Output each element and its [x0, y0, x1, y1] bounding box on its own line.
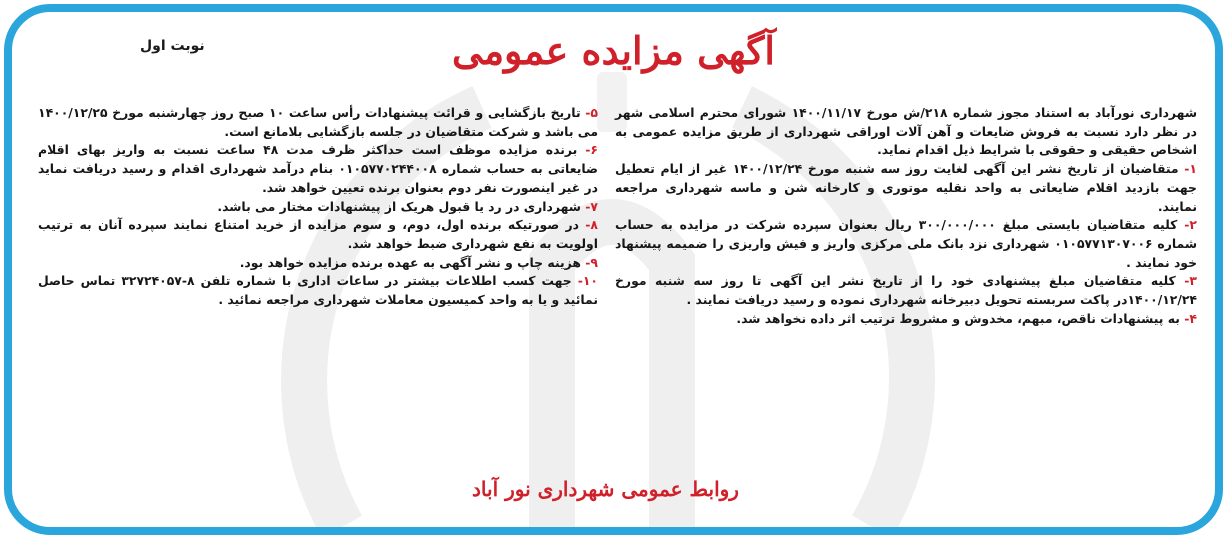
left-column: [38, 104, 598, 310]
item-number: ۴-: [1184, 310, 1197, 326]
list-item: [615, 160, 1197, 216]
list-item: [38, 216, 598, 253]
signature: روابط عمومی شهرداری نور آباد: [472, 477, 739, 501]
list-item: [38, 141, 598, 197]
right-column: [615, 104, 1197, 328]
item-number: ۹-: [585, 254, 598, 270]
item-number: ۲-: [1184, 217, 1197, 233]
item-text: برنده مزایده موظف است حداکثر ظرف مدت ۴۸ ساعت نسبت به واریز بهای اقلام ضایعاتی به حساب شماره ۰۱۰۵۷۷۰۲۴۴۰۰۸ بنام درآمد شهرداری اقدام و رسید دریافت نماید در غیر اینصورت نفر دوم بعنوان برنده تعیین خواهد شد.: [38, 142, 598, 195]
list-item: [38, 272, 598, 309]
item-number: ۱۰-: [577, 273, 598, 289]
round-label: نوبت اول: [140, 38, 205, 54]
item-text: متقاضیان از تاریخ نشر این آگهی لغایت روز سه شنبه مورخ ۱۴۰۰/۱۲/۲۴ غیر از ایام تعطیل جهت بازدید اقلام ضایعاتی به واحد نقلیه موتوری و کارخانه شن و ماسه شهرداری مراجعه نمایند.: [615, 161, 1197, 214]
item-text: هزینه چاپ و نشر آگهی به عهده برنده مزایده خواهد بود.: [239, 254, 586, 270]
item-number: ۳-: [1184, 273, 1197, 289]
list-item: [38, 104, 598, 141]
page-title: آگهی مزایده عمومی: [452, 28, 775, 73]
notice-frame: [4, 4, 1223, 535]
item-text: شهرداری در رد یا قبول هریک از پیشنهادات مختار می باشد.: [217, 198, 586, 214]
list-item: [38, 198, 598, 217]
item-number: ۸-: [585, 217, 598, 233]
item-text: در صورتیکه برنده اول، دوم، و سوم مزایده از خرید امتناع نمایند سپرده آنان به ترتیب اولویت به نفع شهرداری ضبط خواهد شد.: [38, 217, 598, 251]
item-text: کلیه متقاضیان مبلغ پیشنهادی خود را از تاریخ نشر این آگهی تا روز سه شنبه مورخ ۱۴۰۰/۱۲/۲۴در پاکت سربسته تحویل دبیرخانه شهرداری نموده و رسید دریافت نمایند .: [615, 273, 1197, 308]
item-number: ۷-: [585, 198, 598, 214]
list-item: [615, 216, 1197, 272]
item-text: تاریخ بازگشایی و قرائت پیشنهادات رأس ساعت ۱۰ صبح روز چهارشنبه مورخ ۱۴۰۰/۱۲/۲۵ می باشد و شرکت متقاضیان در جلسه بازگشایی بلامانع است.: [38, 105, 598, 139]
list-item: [615, 310, 1197, 329]
item-number: ۱-: [1184, 161, 1197, 177]
item-text: جهت کسب اطلاعات بیشتر در ساعات اداری با شماره تلفن ۸-۳۲۷۲۴۰۵۷ تماس حاصل نمائید و یا به واحد کمیسیون معاملات شهرداری مراجعه نمائید .: [38, 273, 598, 308]
item-number: ۶-: [585, 142, 598, 158]
item-text: به پیشنهادات ناقص، مبهم، مخدوش و مشروط ترتیب اثر داده نخواهد شد.: [736, 310, 1185, 326]
list-item: [615, 272, 1197, 309]
item-text: کلیه متقاضیان بایستی مبلغ ۳۰۰/۰۰۰/۰۰۰ ریال بعنوان سپرده شرکت در مزایده به حساب شماره ۰۱۰۵۷۷۱۳۰۷۰۰۶ شهرداری نزد بانک ملی مرکزی واریز و فیش واریزی را ضمیمه پیشنهاد خود نمایند .: [615, 217, 1198, 270]
item-number: ۵-: [585, 105, 598, 120]
list-item: [38, 254, 598, 273]
intro-paragraph: شهرداری نورآباد به استناد مجوز شماره ۲۱۸/ش مورخ ۱۴۰۰/۱۱/۱۷ شورای محترم اسلامی شهر در نظر دارد نسبت به فروش ضایعات و آهن آلات اوراقی شهرداری از طریق مزایده عمومی به اشخاص حقیقی و حقوقی با شرایط ذیل اقدام نماید.: [615, 105, 1197, 158]
